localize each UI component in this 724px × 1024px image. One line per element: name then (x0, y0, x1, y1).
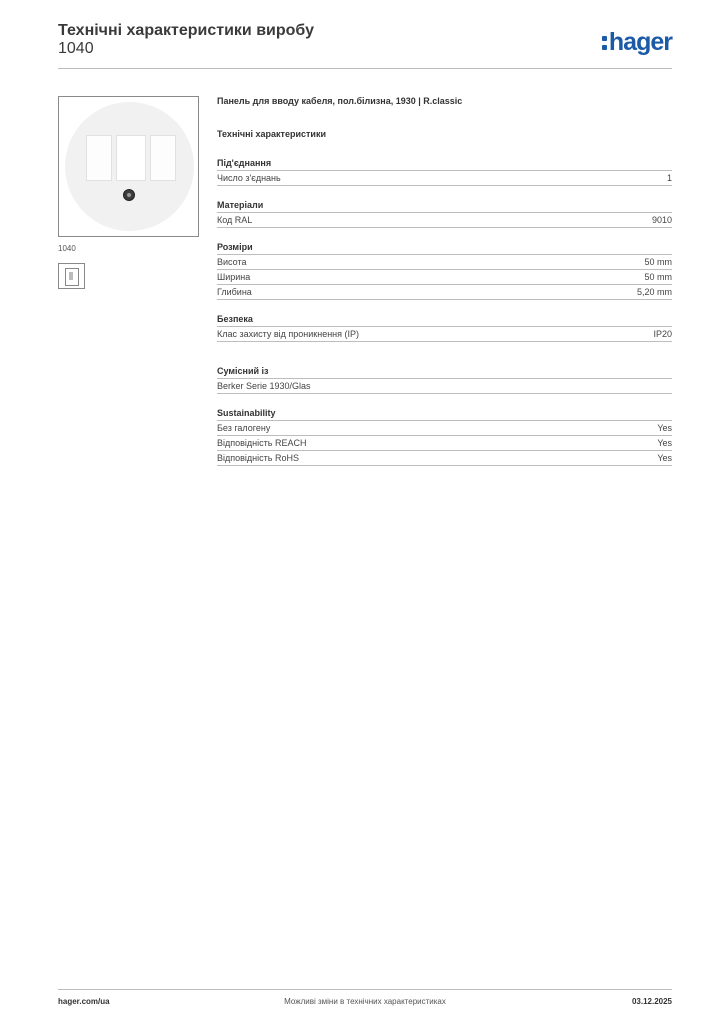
spec-value: 5,20 mm (636, 287, 672, 297)
spec-row (217, 436, 672, 451)
plate-slot-left (86, 135, 112, 181)
group-title-connection: Під'єднання (217, 158, 672, 171)
page-title: Технічні характеристики виробу (58, 22, 314, 39)
footer-note: Можливі зміни в технічних характеристиках (284, 997, 446, 1006)
spec-value: Yes (657, 438, 672, 448)
logo-text: hager (608, 28, 672, 56)
spec-row (217, 171, 672, 186)
group-title-materials: Матеріали (217, 200, 672, 213)
image-caption: 1040 (58, 244, 76, 253)
spec-value: 1 (666, 173, 672, 183)
spec-row (217, 213, 672, 228)
section-title: Технічні характеристики (217, 129, 326, 139)
spec-value: IP20 (653, 329, 672, 339)
group-title-dimensions: Розміри (217, 242, 672, 255)
spec-label: Відповідність REACH (217, 438, 307, 448)
hager-logo (602, 28, 672, 57)
plate-slot-center (116, 135, 146, 181)
spec-row (217, 270, 672, 285)
screw-icon (123, 189, 135, 201)
spec-row (217, 327, 672, 342)
footer-divider (58, 989, 672, 990)
dimension-drawing-thumbnail[interactable] (58, 263, 85, 289)
spec-label: Ширина (217, 272, 251, 282)
spec-row (217, 285, 672, 300)
spec-label: Berker Serie 1930/Glas (217, 381, 311, 391)
spec-row (217, 379, 672, 394)
spec-value: Yes (657, 423, 672, 433)
spec-value: Yes (657, 453, 672, 463)
spec-row (217, 421, 672, 436)
group-title-safety: Безпека (217, 314, 672, 327)
plate-slot-right (150, 135, 176, 181)
footer-date: 03.12.2025 (631, 997, 672, 1006)
group-title-compatible: Сумісний із (217, 366, 672, 379)
spec-label: Глибина (217, 287, 252, 297)
spec-label: Клас захисту від проникнення (IP) (217, 329, 360, 339)
spec-value: 50 mm (644, 257, 672, 267)
spec-label: Код RAL (217, 215, 253, 225)
spec-label: Без галогену (217, 423, 271, 433)
product-description: Панель для вводу кабеля, пол.білизна, 1930 | R.classic (217, 96, 463, 106)
page-header (58, 20, 672, 70)
spec-label: Число з'єднань (217, 173, 281, 183)
logo-dots-icon (602, 34, 608, 51)
spec-row (217, 255, 672, 270)
specifications (217, 96, 672, 466)
spec-value: 9010 (651, 215, 672, 225)
spec-label: Висота (217, 257, 247, 267)
product-number: 1040 (58, 40, 94, 57)
spec-row (217, 451, 672, 466)
product-image (58, 96, 199, 237)
spec-label: Відповідність RoHS (217, 453, 299, 463)
header-divider (58, 68, 672, 69)
cover-plate-image (65, 102, 194, 231)
website-link[interactable]: hager.com/ua (58, 997, 110, 1006)
page-footer (58, 997, 672, 1011)
group-title-sustainability: Sustainability (217, 408, 672, 421)
spec-value: 50 mm (644, 272, 672, 282)
